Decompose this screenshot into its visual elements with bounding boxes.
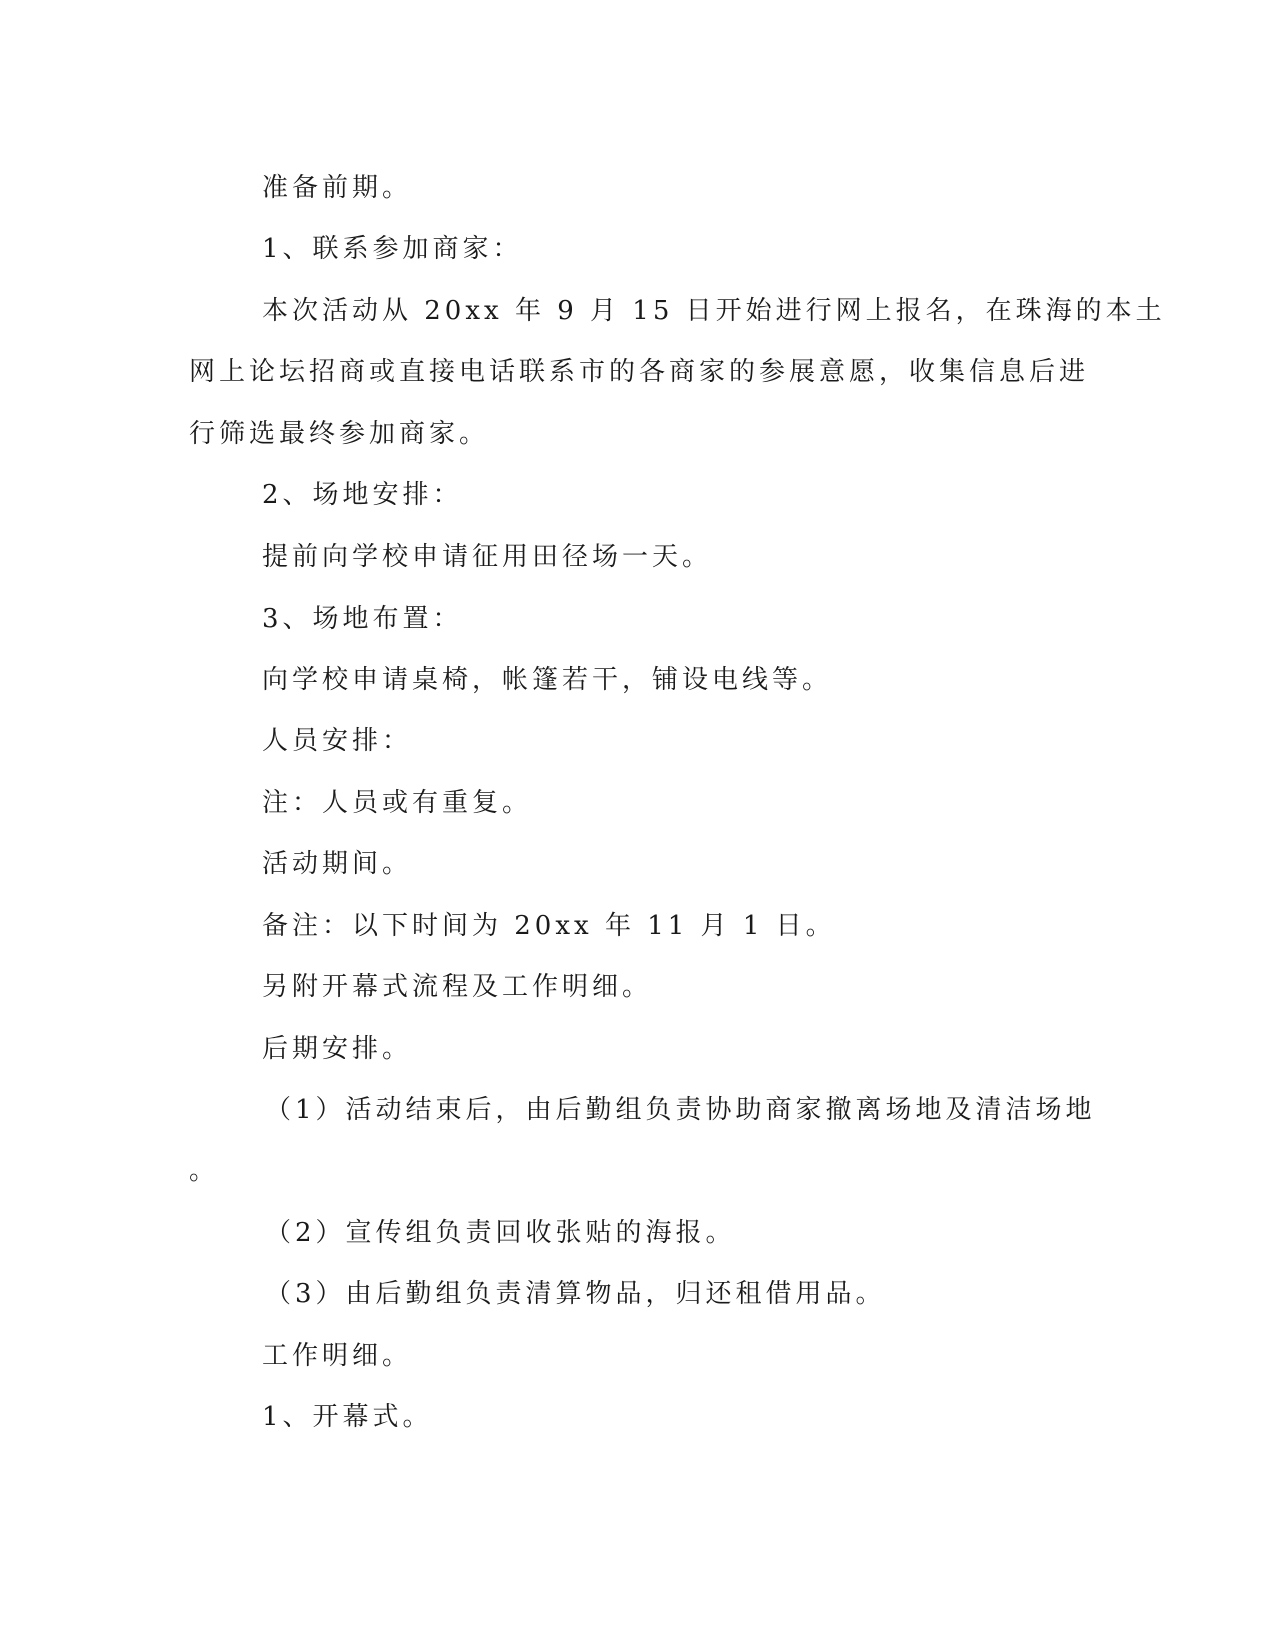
paragraph-registration-line-1: 本次活动从 20xx 年 9 月 15 日开始进行网上报名，在珠海的本土 — [262, 296, 1166, 326]
section-heading-preparation: 准备前期。 — [262, 173, 413, 203]
section-heading-work-details: 工作明细。 — [262, 1341, 413, 1371]
paragraph-registration-line-2: 网上论坛招商或直接电话联系市的各商家的参展意愿，收集信息后进 — [189, 357, 1090, 387]
item-heading-venue-setup: 3、场地布置： — [262, 604, 463, 634]
paragraph-venue-setup: 向学校申请桌椅，帐篷若干，铺设电线等。 — [262, 665, 833, 695]
section-heading-event-period: 活动期间。 — [262, 849, 413, 879]
list-item-cleanup: （1）活动结束后，由后勤组负责协助商家撤离场地及清洁场地 — [265, 1095, 1096, 1125]
note-staff-overlap: 注：人员或有重复。 — [262, 788, 533, 818]
item-heading-contact-merchants: 1、联系参加商家： — [262, 234, 523, 264]
section-heading-post-event: 后期安排。 — [262, 1034, 413, 1064]
item-heading-venue-arrangement: 2、场地安排： — [262, 480, 463, 510]
item-heading-opening-ceremony: 1、开幕式。 — [262, 1402, 433, 1432]
paragraph-registration-line-3: 行筛选最终参加商家。 — [189, 419, 490, 449]
list-item-cleanup-continued: 。 — [189, 1156, 220, 1186]
list-item-poster-recovery: （2）宣传组负责回收张贴的海报。 — [265, 1218, 736, 1248]
list-item-inventory-return: （3）由后勤组负责清算物品，归还租借用品。 — [265, 1279, 886, 1309]
section-heading-staffing: 人员安排： — [262, 726, 413, 756]
paragraph-venue-application: 提前向学校申请征用田径场一天。 — [262, 542, 713, 572]
note-event-date: 备注：以下时间为 20xx 年 11 月 1 日。 — [262, 911, 836, 941]
note-attachment: 另附开幕式流程及工作明细。 — [262, 972, 653, 1002]
